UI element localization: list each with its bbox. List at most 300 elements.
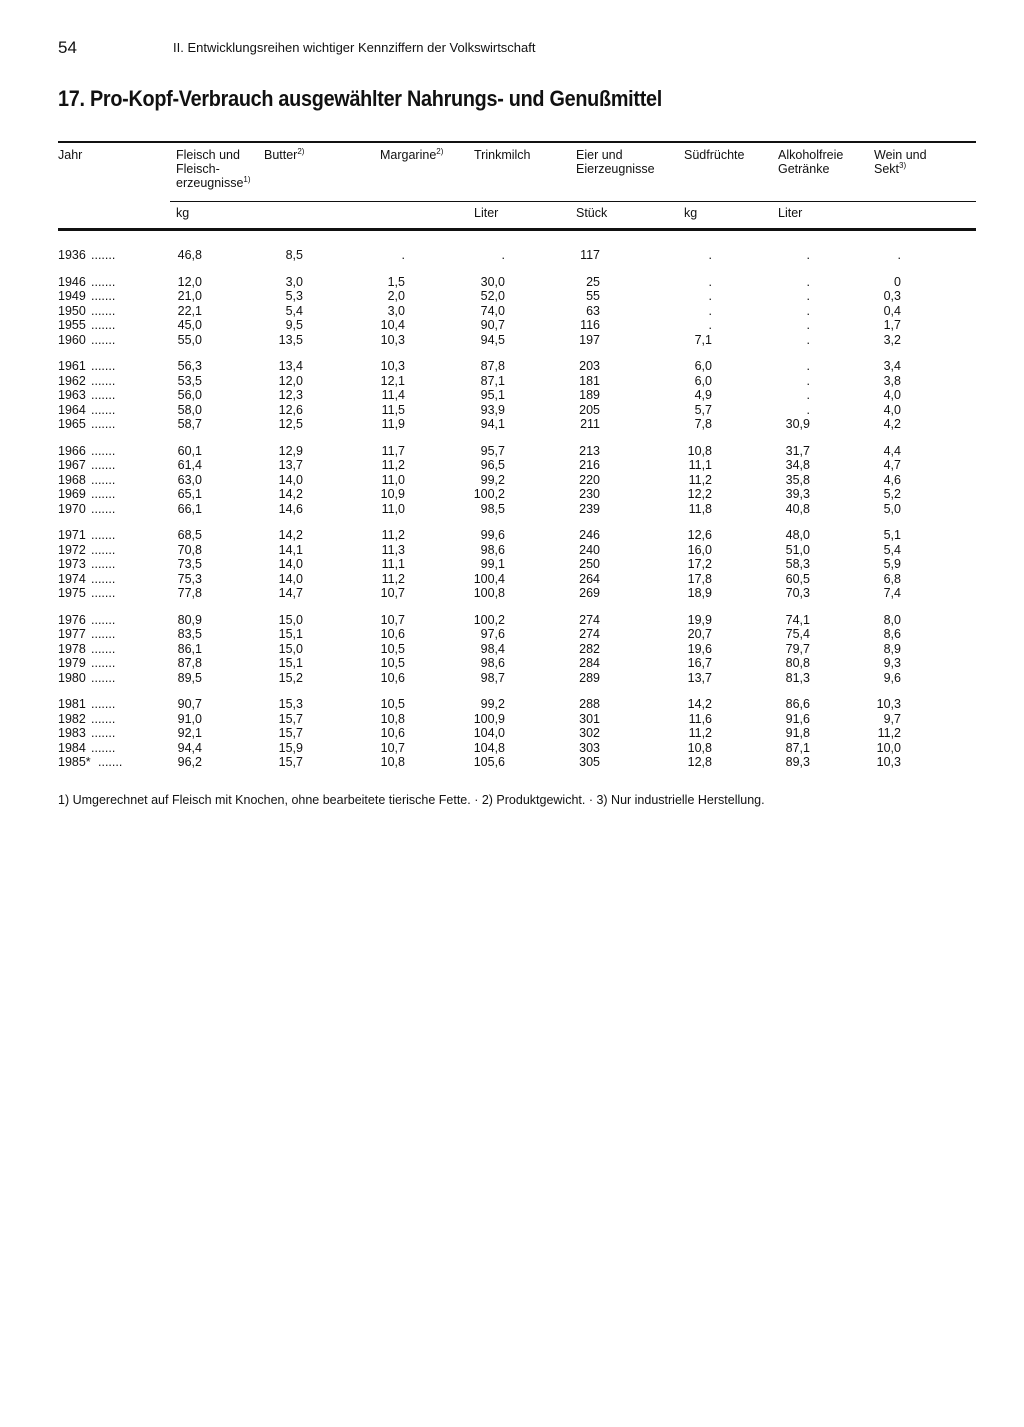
value-cell: 10,3 <box>876 755 901 769</box>
value-cell: 10,8 <box>687 740 712 755</box>
value-cell: 13,5 <box>278 332 303 347</box>
value-cell: 53,5 <box>177 373 202 388</box>
dot-leader: ....... <box>91 388 116 402</box>
value-cell: . <box>806 388 810 402</box>
consumption-table <box>58 248 976 782</box>
value-cell: . <box>806 289 810 303</box>
value-cell: 60,5 <box>785 571 810 586</box>
value-cell: 15,3 <box>278 697 303 711</box>
table-row <box>58 444 976 459</box>
col-head-fleisch-sup: 1) <box>243 174 251 184</box>
value-cell: 3,0 <box>285 274 303 289</box>
value-cell: 11,2 <box>381 528 405 542</box>
dot-leader: ....... <box>91 501 116 516</box>
value-cell: . <box>806 303 810 318</box>
value-cell: 87,8 <box>177 656 202 670</box>
value-cell: 4,4 <box>883 443 901 458</box>
year-cell: 1978 <box>58 641 86 656</box>
value-cell: 99,1 <box>480 557 505 571</box>
table-row <box>58 275 976 290</box>
value-cell: 100,9 <box>473 711 505 726</box>
col-head-fleisch <box>176 148 251 190</box>
dot-leader: ....... <box>91 318 116 332</box>
value-cell: 15,1 <box>278 627 303 641</box>
value-cell: 100,8 <box>473 586 505 600</box>
value-cell: 14,0 <box>278 571 303 586</box>
value-cell: 63,0 <box>177 472 202 487</box>
footnote: 1) Umgerechnet auf Fleisch mit Knochen, ohne bearbeitete tierische Fette. · 2) Produktgewicht. · 3) Nur industrielle Herstellung. <box>58 793 765 807</box>
value-cell: 87,1 <box>785 740 810 755</box>
table-row <box>58 543 976 558</box>
value-cell: 11,7 <box>381 443 405 458</box>
value-cell: 58,3 <box>785 557 810 571</box>
value-cell: 8,9 <box>883 641 901 656</box>
value-cell: 13,4 <box>278 359 303 373</box>
value-cell: 14,0 <box>278 557 303 571</box>
value-cell: 1,5 <box>387 274 405 289</box>
dot-leader: ....... <box>91 627 116 641</box>
value-cell: 246 <box>579 528 600 542</box>
value-cell: 17,8 <box>687 571 712 586</box>
value-cell: 301 <box>579 711 600 726</box>
value-cell: 63 <box>586 303 600 318</box>
value-cell: 93,9 <box>480 402 505 417</box>
table-row <box>58 671 976 686</box>
value-cell: 10,0 <box>876 740 901 755</box>
value-cell: 19,9 <box>687 612 712 627</box>
dot-leader: ....... <box>91 472 116 487</box>
value-cell: 250 <box>579 557 600 571</box>
table-row <box>58 473 976 488</box>
col-head-wein-sup: 3) <box>899 160 907 170</box>
value-cell: . <box>401 248 405 262</box>
value-cell: 305 <box>579 755 600 769</box>
col-head-jahr <box>58 148 82 162</box>
value-cell: 70,8 <box>177 542 202 557</box>
col-head-margarine-label: Margarine <box>380 148 437 162</box>
value-cell: . <box>501 248 505 262</box>
value-cell: 92,1 <box>177 726 202 740</box>
value-cell: 11,2 <box>381 571 405 586</box>
value-cell: 240 <box>579 542 600 557</box>
value-cell: . <box>806 359 810 373</box>
value-cell: 74,1 <box>785 612 810 627</box>
value-cell: 21,0 <box>177 289 202 303</box>
table-row <box>58 586 976 601</box>
year-cell: 1962 <box>58 373 86 388</box>
year-cell: 1973 <box>58 557 86 571</box>
dot-leader: ....... <box>91 528 116 542</box>
year-cell: 1970 <box>58 501 86 516</box>
value-cell: . <box>806 373 810 388</box>
value-cell: 11,2 <box>688 726 712 740</box>
value-cell: 12,3 <box>278 388 303 402</box>
value-cell: 12,6 <box>687 528 712 542</box>
dot-leader: ....... <box>91 711 116 726</box>
col-head-wein-label: Wein und Sekt <box>874 148 927 176</box>
value-cell: 303 <box>579 740 600 755</box>
value-cell: 10,7 <box>380 612 405 627</box>
table-row <box>58 656 976 671</box>
value-cell: 213 <box>579 443 600 458</box>
value-cell: 10,5 <box>380 697 405 711</box>
value-cell: 12,0 <box>278 373 303 388</box>
value-cell: 3,2 <box>883 332 901 347</box>
value-cell: 100,4 <box>473 571 505 586</box>
value-cell: 68,5 <box>177 528 202 542</box>
value-cell: 6,0 <box>694 359 712 373</box>
col-head-suedfruechte <box>684 148 744 162</box>
value-cell: 16,7 <box>687 656 712 670</box>
dot-leader: ....... <box>91 612 116 627</box>
col-head-jahr-label: Jahr <box>58 148 83 162</box>
value-cell: 48,0 <box>785 528 810 542</box>
value-cell: 99,6 <box>480 528 505 542</box>
year-cell: 1971 <box>58 528 86 542</box>
value-cell: 10,3 <box>876 697 901 711</box>
table-row <box>58 697 976 712</box>
value-cell: 302 <box>579 726 600 740</box>
year-cell: 1975 <box>58 586 86 600</box>
table-row <box>58 502 976 517</box>
dot-leader: ....... <box>91 458 116 472</box>
value-cell: 104,0 <box>473 726 505 740</box>
value-cell: 284 <box>579 656 600 670</box>
table-row <box>58 557 976 572</box>
value-cell: 11,9 <box>381 417 405 431</box>
value-cell: 12,1 <box>380 373 405 388</box>
value-cell: 10,9 <box>380 487 405 501</box>
value-cell: 282 <box>579 641 600 656</box>
value-cell: 274 <box>579 612 600 627</box>
value-cell: 34,8 <box>785 458 810 472</box>
year-group <box>58 359 976 432</box>
dot-leader: ....... <box>91 332 116 347</box>
table-row <box>58 403 976 418</box>
value-cell: 66,1 <box>177 501 202 516</box>
year-cell: 1977 <box>58 627 86 641</box>
table-row <box>58 572 976 587</box>
value-cell: 189 <box>579 388 600 402</box>
value-cell: 9,7 <box>883 711 901 726</box>
value-cell: 98,7 <box>480 670 505 685</box>
value-cell: 13,7 <box>687 670 712 685</box>
unit-liter-2: Liter <box>778 206 803 220</box>
year-group <box>58 613 976 686</box>
value-cell: 90,7 <box>480 318 505 332</box>
value-cell: . <box>708 303 712 318</box>
value-cell: 79,7 <box>785 641 810 656</box>
dot-leader: ....... <box>91 670 116 685</box>
value-cell: 10,8 <box>380 755 405 769</box>
value-cell: 56,3 <box>177 359 202 373</box>
value-cell: 20,7 <box>687 627 712 641</box>
value-cell: 14,0 <box>278 472 303 487</box>
value-cell: 5,9 <box>883 557 901 571</box>
dot-leader: ....... <box>91 641 116 656</box>
value-cell: 15,7 <box>278 711 303 726</box>
value-cell: 10,7 <box>380 586 405 600</box>
year-cell: 1955 <box>58 318 86 332</box>
value-cell: 4,2 <box>883 417 901 431</box>
value-cell: 269 <box>579 586 600 600</box>
year-cell: 1950 <box>58 303 86 318</box>
value-cell: 87,1 <box>480 373 505 388</box>
value-cell: 31,7 <box>785 443 810 458</box>
value-cell: 81,3 <box>785 670 810 685</box>
value-cell: 1,7 <box>883 318 901 332</box>
value-cell: . <box>708 289 712 303</box>
value-cell: 73,5 <box>177 557 202 571</box>
value-cell: 17,2 <box>687 557 712 571</box>
value-cell: 11,2 <box>381 458 405 472</box>
value-cell: 95,1 <box>480 388 505 402</box>
value-cell: 181 <box>579 373 600 388</box>
table-row <box>58 726 976 741</box>
value-cell: 8,5 <box>285 248 303 262</box>
value-cell: 211 <box>580 417 600 431</box>
page-number: 54 <box>58 38 77 57</box>
value-cell: 10,3 <box>380 332 405 347</box>
year-cell: 1936 <box>58 248 86 262</box>
value-cell: 7,4 <box>883 586 901 600</box>
table-row <box>58 642 976 657</box>
value-cell: 3,0 <box>387 303 405 318</box>
col-head-butter <box>264 148 304 162</box>
value-cell: 80,8 <box>785 656 810 670</box>
value-cell: . <box>897 248 901 262</box>
col-head-margarine-sup: 2) <box>436 146 444 156</box>
value-cell: . <box>806 402 810 417</box>
year-cell: 1966 <box>58 443 86 458</box>
value-cell: 7,8 <box>694 417 712 431</box>
value-cell: 98,6 <box>480 542 505 557</box>
value-cell: 18,9 <box>687 586 712 600</box>
value-cell: 10,3 <box>380 359 405 373</box>
value-cell: 94,4 <box>177 740 202 755</box>
value-cell: 80,9 <box>177 612 202 627</box>
dot-leader: ....... <box>91 740 116 755</box>
table-row <box>58 304 976 319</box>
value-cell: 11,2 <box>688 472 712 487</box>
year-cell: 1976 <box>58 612 86 627</box>
value-cell: . <box>806 274 810 289</box>
year-cell: 1967 <box>58 458 86 472</box>
value-cell: 94,1 <box>480 417 505 431</box>
year-cell: 1949 <box>58 289 86 303</box>
value-cell: 15,2 <box>278 670 303 685</box>
value-cell: 39,3 <box>785 487 810 501</box>
value-cell: 40,8 <box>785 501 810 516</box>
year-cell: 1946 <box>58 274 86 289</box>
value-cell: 6,0 <box>694 373 712 388</box>
value-cell: 197 <box>579 332 600 347</box>
value-cell: 99,2 <box>480 697 505 711</box>
col-head-butter-sup: 2) <box>297 146 305 156</box>
value-cell: 91,0 <box>177 711 202 726</box>
col-head-wein <box>874 148 927 176</box>
year-cell: 1961 <box>58 359 86 373</box>
value-cell: 8,0 <box>883 612 901 627</box>
table-row <box>58 359 976 374</box>
value-cell: 98,6 <box>480 656 505 670</box>
table-row <box>58 388 976 403</box>
value-cell: 264 <box>579 571 600 586</box>
dot-leader: ....... <box>91 373 116 388</box>
year-cell: 1964 <box>58 402 86 417</box>
value-cell: 4,6 <box>883 472 901 487</box>
table-row <box>58 248 976 263</box>
value-cell: 12,6 <box>278 402 303 417</box>
value-cell: 10,6 <box>380 670 405 685</box>
value-cell: 77,8 <box>177 586 202 600</box>
value-cell: 4,9 <box>694 388 712 402</box>
value-cell: 89,3 <box>785 755 810 769</box>
dot-leader: ....... <box>91 303 116 318</box>
value-cell: 45,0 <box>177 318 202 332</box>
value-cell: . <box>806 248 810 262</box>
value-cell: 12,5 <box>278 417 303 431</box>
value-cell: 14,2 <box>278 528 303 542</box>
value-cell: 30,0 <box>480 274 505 289</box>
unit-kg-2: kg <box>684 206 698 220</box>
value-cell: 12,8 <box>687 755 712 769</box>
value-cell: 0 <box>894 274 901 289</box>
year-cell: 1974 <box>58 571 86 586</box>
value-cell: 35,8 <box>785 472 810 487</box>
value-cell: 11,6 <box>688 711 712 726</box>
value-cell: 14,7 <box>278 586 303 600</box>
dot-leader: ....... <box>91 571 116 586</box>
value-cell: 11,5 <box>381 402 405 417</box>
top-rule <box>58 141 976 143</box>
value-cell: 94,5 <box>480 332 505 347</box>
col-head-milch-label: Trinkmilch <box>474 148 531 162</box>
unit-rule <box>170 201 976 202</box>
year-group <box>58 528 976 601</box>
col-head-eier-label: Eier und Eierzeugnisse <box>576 148 655 176</box>
value-cell: 2,0 <box>387 289 405 303</box>
value-cell: . <box>806 318 810 332</box>
value-cell: 11,1 <box>381 557 405 571</box>
value-cell: . <box>708 318 712 332</box>
value-cell: 4,0 <box>883 388 901 402</box>
value-cell: 52,0 <box>480 289 505 303</box>
value-cell: 239 <box>579 501 600 516</box>
value-cell: 230 <box>579 487 600 501</box>
value-cell: 216 <box>579 458 600 472</box>
table-row <box>58 318 976 333</box>
value-cell: 10,4 <box>380 318 405 332</box>
dot-leader: ....... <box>91 586 116 600</box>
year-cell: 1963 <box>58 388 86 402</box>
unit-liter: Liter <box>474 206 499 220</box>
value-cell: 91,6 <box>785 711 810 726</box>
col-head-butter-label: Butter <box>264 148 298 162</box>
value-cell: 14,2 <box>278 487 303 501</box>
value-cell: 0,3 <box>883 289 901 303</box>
value-cell: 11,1 <box>688 458 712 472</box>
value-cell: 8,6 <box>883 627 901 641</box>
value-cell: 15,7 <box>278 755 303 769</box>
value-cell: 90,7 <box>177 697 202 711</box>
table-row <box>58 613 976 628</box>
value-cell: 75,3 <box>177 571 202 586</box>
table-row <box>58 333 976 348</box>
year-cell: 1969 <box>58 487 86 501</box>
header-rule <box>58 228 976 231</box>
value-cell: 13,7 <box>278 458 303 472</box>
year-group <box>58 697 976 770</box>
value-cell: 10,6 <box>380 726 405 740</box>
year-cell: 1982 <box>58 711 86 726</box>
table-row <box>58 458 976 473</box>
value-cell: 96,5 <box>480 458 505 472</box>
value-cell: 105,6 <box>473 755 505 769</box>
value-cell: 10,7 <box>380 740 405 755</box>
table-row <box>58 712 976 727</box>
value-cell: 220 <box>579 472 600 487</box>
dot-leader: ....... <box>98 755 123 769</box>
value-cell: 89,5 <box>177 670 202 685</box>
dot-leader: ....... <box>91 697 116 711</box>
value-cell: 55,0 <box>177 332 202 347</box>
dot-leader: ....... <box>91 274 116 289</box>
table-row <box>58 487 976 502</box>
value-cell: 15,1 <box>278 656 303 670</box>
value-cell: 74,0 <box>480 303 505 318</box>
value-cell: 25 <box>586 274 600 289</box>
value-cell: 99,2 <box>480 472 505 487</box>
value-cell: 98,4 <box>480 641 505 656</box>
value-cell: 5,4 <box>883 542 901 557</box>
value-cell: 203 <box>579 359 600 373</box>
value-cell: 86,6 <box>785 697 810 711</box>
dot-leader: ....... <box>91 542 116 557</box>
value-cell: 6,8 <box>883 571 901 586</box>
value-cell: 5,2 <box>883 487 901 501</box>
table-title: 17. Pro-Kopf-Verbrauch ausgewählter Nahrungs- und Genußmittel <box>58 86 663 111</box>
table-row <box>58 627 976 642</box>
year-cell: 1984 <box>58 740 86 755</box>
value-cell: 9,3 <box>883 656 901 670</box>
col-head-eier <box>576 148 655 176</box>
value-cell: 205 <box>579 402 600 417</box>
dot-leader: ....... <box>91 289 116 303</box>
value-cell: 46,8 <box>177 248 202 262</box>
value-cell: 83,5 <box>177 627 202 641</box>
value-cell: 96,2 <box>177 755 202 769</box>
col-head-suedfruechte-label: Südfrüchte <box>684 148 745 162</box>
value-cell: 100,2 <box>473 612 505 627</box>
year-cell: 1985* <box>58 755 91 769</box>
col-head-margarine <box>380 148 443 162</box>
year-group <box>58 248 976 263</box>
value-cell: 3,4 <box>883 359 901 373</box>
value-cell: 0,4 <box>883 303 901 318</box>
year-cell: 1980 <box>58 670 86 685</box>
value-cell: 22,1 <box>177 303 202 318</box>
value-cell: 15,0 <box>278 641 303 656</box>
value-cell: 56,0 <box>177 388 202 402</box>
col-head-milch <box>474 148 530 162</box>
value-cell: 14,1 <box>278 542 303 557</box>
value-cell: 5,7 <box>694 402 712 417</box>
value-cell: 9,6 <box>883 670 901 685</box>
year-group <box>58 275 976 348</box>
value-cell: 10,5 <box>380 641 405 656</box>
year-cell: 1981 <box>58 697 86 711</box>
